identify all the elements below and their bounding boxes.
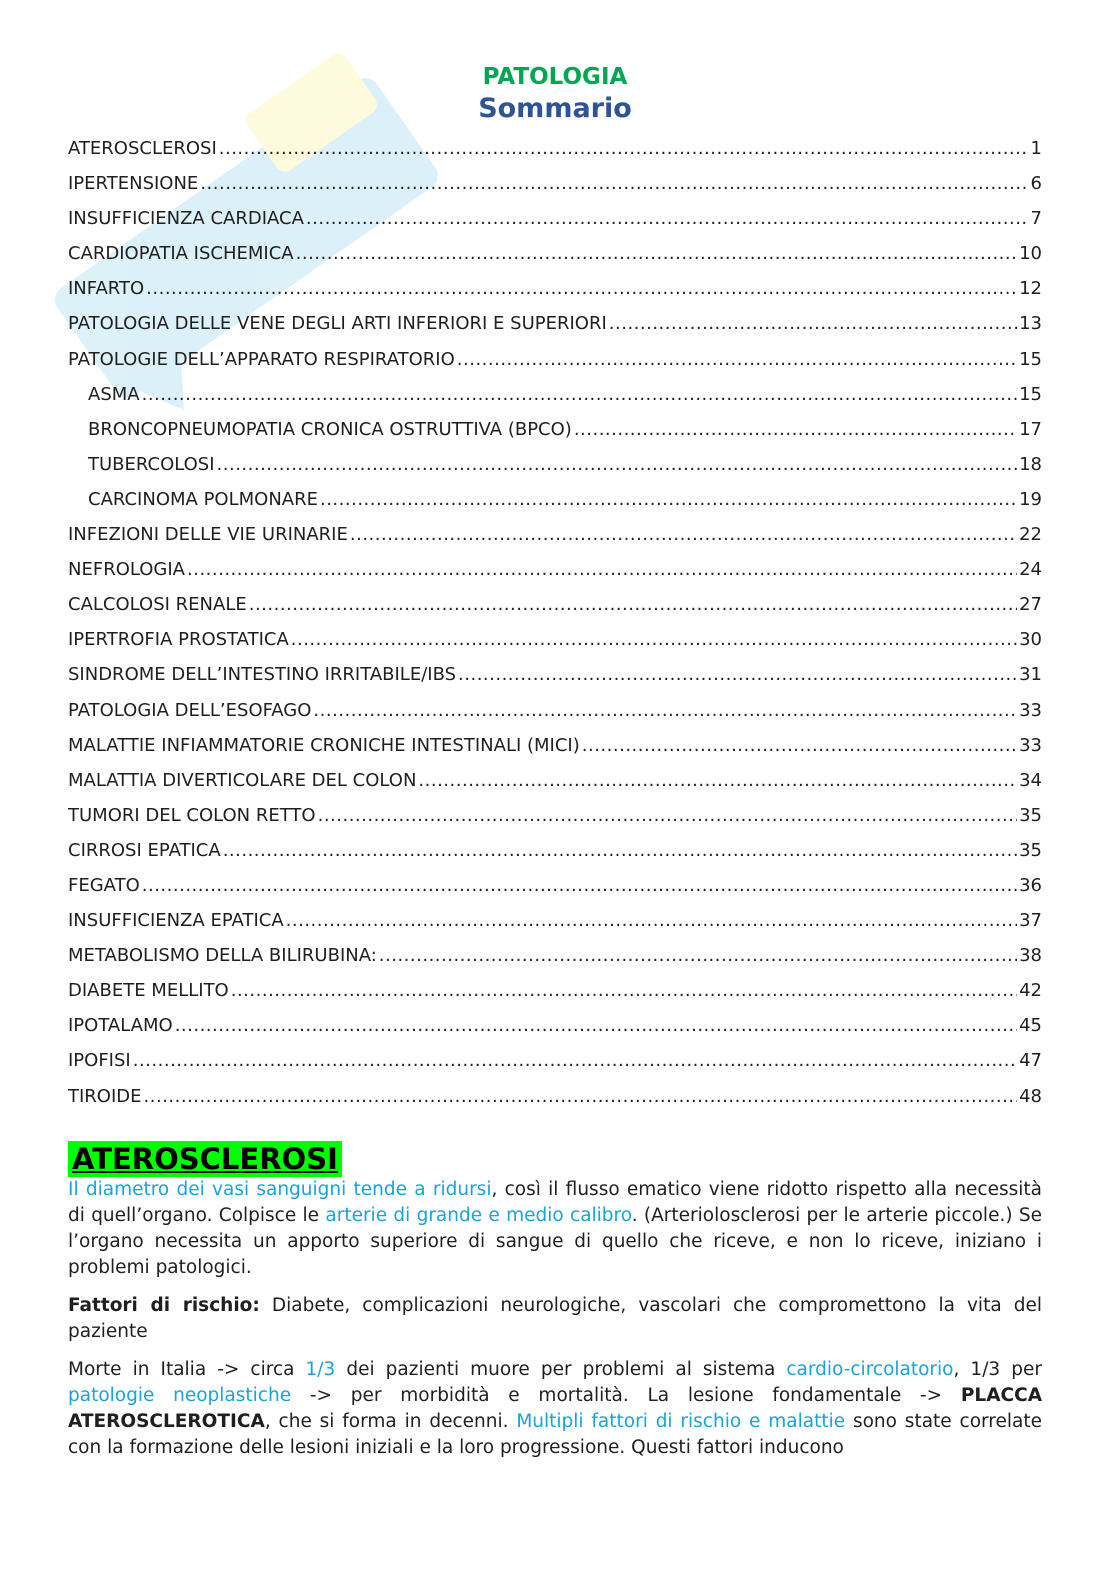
toc-dot-leader bbox=[418, 770, 1017, 791]
toc-entry-label: ASMA bbox=[88, 383, 140, 405]
toc-entry[interactable] bbox=[68, 735, 1042, 770]
paragraph-3: Morte in Italia -> circa 1/3 dei pazienti muore per problemi al sistema cardio-circolatorio, 1/3 per patologie neoplastiche -> per morbidità e mortalità. La lesione fondamentale -> PLACCA ATEROSCLEROTICA, che si forma in decenni. Multipli fattori di rischio e malattie sono state correlate con la formazione delle lesioni iniziali e la loro progressione. Questi fattori inducono bbox=[68, 1358, 1043, 1458]
highlight-text: Il diametro dei vasi sanguigni tende a ridursi bbox=[68, 1178, 492, 1200]
toc-dot-leader bbox=[609, 313, 1017, 334]
toc-entry-page: 13 bbox=[1019, 313, 1042, 335]
toc-entry[interactable] bbox=[68, 1050, 1042, 1085]
paragraph-1: Il diametro dei vasi sanguigni tende a ridursi, così il flusso ematico viene ridotto rispetto alla necessità di quell’organo. Colpisce le arterie di grande e medio calibro. (Arteriolosclerosi per le arterie piccole.) Se l’organo necessita un apporto superiore di sangue di quello che riceve, e non lo riceve, iniziano i problemi patologici. bbox=[68, 1178, 1042, 1278]
toc-entry-page: 48 bbox=[1019, 1085, 1042, 1107]
toc-entry-label: INSUFFICIENZA CARDIACA bbox=[68, 208, 304, 230]
toc-entry[interactable] bbox=[68, 910, 1042, 945]
toc-entry-label: TUBERCOLOSI bbox=[88, 453, 215, 475]
toc-dot-leader bbox=[144, 1086, 1018, 1107]
toc-entry-page: 22 bbox=[1019, 524, 1042, 546]
toc-entry[interactable] bbox=[68, 875, 1042, 910]
toc-dot-leader bbox=[350, 524, 1017, 545]
toc-entry[interactable] bbox=[68, 945, 1042, 980]
toc-entry-page: 19 bbox=[1019, 488, 1042, 510]
toc-heading: Sommario bbox=[478, 93, 632, 124]
toc-entry-label: PATOLOGIA DELL’ESOFAGO bbox=[68, 699, 312, 721]
toc-dot-leader bbox=[200, 173, 1028, 194]
toc-entry-label: INFARTO bbox=[68, 278, 145, 300]
toc-entry-label: IPOFISI bbox=[68, 1050, 131, 1072]
toc-entry-page: 36 bbox=[1019, 874, 1042, 896]
toc-entry-page: 24 bbox=[1019, 559, 1042, 581]
toc-dot-leader bbox=[142, 875, 1017, 896]
section-aterosclerosi bbox=[68, 1121, 1042, 1461]
toc-entry-page: 6 bbox=[1030, 173, 1042, 195]
toc-entry[interactable] bbox=[68, 173, 1042, 208]
toc-entry[interactable] bbox=[68, 384, 1042, 419]
toc-dot-leader bbox=[142, 384, 1018, 405]
toc-dot-leader bbox=[318, 805, 1018, 826]
toc-entry-page: 7 bbox=[1030, 208, 1042, 230]
toc-entry-label: CALCOLOSI RENALE bbox=[68, 594, 247, 616]
toc-entry[interactable] bbox=[68, 1015, 1042, 1050]
toc-entry[interactable] bbox=[68, 980, 1042, 1015]
toc-entry[interactable] bbox=[68, 419, 1042, 454]
toc-entry-label: MALATTIA DIVERTICOLARE DEL COLON bbox=[68, 769, 417, 791]
toc-dot-leader bbox=[217, 454, 1018, 475]
toc-entry-page: 15 bbox=[1019, 348, 1042, 370]
toc-entry-page: 12 bbox=[1019, 278, 1042, 300]
highlight-text: arterie di grande e medio calibro bbox=[325, 1204, 632, 1226]
toc-entry-label: CARCINOMA POLMONARE bbox=[88, 488, 318, 510]
toc-entry[interactable] bbox=[68, 138, 1042, 173]
toc-entry-page: 10 bbox=[1019, 243, 1042, 265]
toc-dot-leader bbox=[320, 489, 1017, 510]
toc-entry-page: 27 bbox=[1019, 594, 1042, 616]
toc-entry-label: IPERTENSIONE bbox=[68, 173, 199, 195]
toc-entry[interactable] bbox=[68, 559, 1042, 594]
highlight-text: patologie neoplastiche bbox=[68, 1384, 292, 1406]
toc-entry[interactable] bbox=[68, 208, 1042, 243]
toc-entry-label: INSUFFICIENZA EPATICA bbox=[68, 910, 284, 932]
toc-dot-leader bbox=[582, 735, 1017, 756]
toc-entry-label: DIABETE MELLITO bbox=[68, 980, 229, 1002]
toc-entry-label: TIROIDE bbox=[68, 1085, 142, 1107]
section-title: ATEROSCLEROSI bbox=[68, 1141, 342, 1177]
toc-dot-leader bbox=[146, 278, 1017, 299]
toc-dot-leader bbox=[223, 840, 1017, 861]
toc-dot-leader bbox=[286, 910, 1017, 931]
toc-entry-page: 33 bbox=[1019, 734, 1042, 756]
toc-entry-page: 15 bbox=[1019, 383, 1042, 405]
toc-entry[interactable] bbox=[68, 770, 1042, 805]
toc-dot-leader bbox=[187, 559, 1017, 580]
toc-entry-label: MALATTIE INFIAMMATORIE CRONICHE INTESTINALI (MICI) bbox=[68, 734, 580, 756]
toc-entry[interactable] bbox=[68, 489, 1042, 524]
paragraph-2: Fattori di rischio: Diabete, complicazioni neurologiche, vascolari che compromettono la vita del paziente bbox=[68, 1294, 1042, 1342]
toc-dot-leader bbox=[133, 1050, 1017, 1071]
toc-entry-page: 37 bbox=[1019, 910, 1042, 932]
toc-entry-label: IPERTROFIA PROSTATICA bbox=[68, 629, 289, 651]
toc-entry[interactable] bbox=[68, 629, 1042, 664]
toc-entry[interactable] bbox=[68, 278, 1042, 313]
highlight-text: Multipli fattori di rischio e malattie bbox=[516, 1410, 846, 1432]
toc-entry-page: 47 bbox=[1019, 1050, 1042, 1072]
toc-entry[interactable] bbox=[68, 700, 1042, 735]
toc-dot-leader bbox=[291, 629, 1017, 650]
document-page bbox=[68, 62, 1042, 1473]
toc-entry-label: METABOLISMO DELLA BILIRUBINA: bbox=[68, 945, 377, 967]
table-of-contents bbox=[68, 138, 1042, 1121]
toc-entry[interactable] bbox=[68, 313, 1042, 348]
toc-entry[interactable] bbox=[68, 805, 1042, 840]
toc-entry-page: 17 bbox=[1019, 418, 1042, 440]
toc-entry-label: TUMORI DEL COLON RETTO bbox=[68, 804, 316, 826]
toc-entry[interactable] bbox=[68, 1086, 1042, 1121]
toc-entry-label: IPOTALAMO bbox=[68, 1015, 173, 1037]
toc-entry-page: 31 bbox=[1019, 664, 1042, 686]
toc-entry[interactable] bbox=[68, 454, 1042, 489]
toc-dot-leader bbox=[457, 349, 1017, 370]
toc-dot-leader bbox=[231, 980, 1017, 1001]
toc-entry[interactable] bbox=[68, 594, 1042, 629]
highlight-text: cardio-circolatorio bbox=[786, 1358, 954, 1380]
toc-entry-label: NEFROLOGIA bbox=[68, 559, 185, 581]
bold-term: PLACCA ATEROSCLEROTICA bbox=[68, 1384, 1043, 1432]
toc-entry[interactable] bbox=[68, 524, 1042, 559]
toc-entry-page: 34 bbox=[1019, 769, 1042, 791]
document-title: PATOLOGIA bbox=[482, 64, 628, 90]
toc-entry-label: PATOLOGIE DELL’APPARATO RESPIRATORIO bbox=[68, 348, 455, 370]
toc-entry-label: FEGATO bbox=[68, 874, 140, 896]
toc-entry-page: 33 bbox=[1019, 699, 1042, 721]
toc-entry-page: 38 bbox=[1019, 945, 1042, 967]
toc-entry-page: 18 bbox=[1019, 453, 1042, 475]
toc-entry-page: 1 bbox=[1030, 138, 1042, 159]
toc-dot-leader bbox=[175, 1015, 1017, 1036]
toc-dot-leader bbox=[306, 208, 1029, 229]
highlight-text: 1/3 bbox=[305, 1358, 336, 1380]
toc-entry-page: 45 bbox=[1019, 1015, 1042, 1037]
bold-label: Fattori di rischio: bbox=[68, 1294, 260, 1316]
toc-entry[interactable] bbox=[68, 664, 1042, 699]
toc-dot-leader bbox=[458, 664, 1017, 685]
toc-dot-leader bbox=[249, 594, 1017, 615]
toc-dot-leader bbox=[313, 700, 1017, 721]
toc-dot-leader bbox=[379, 945, 1017, 966]
toc-entry-page: 42 bbox=[1019, 980, 1042, 1002]
toc-entry-label: BRONCOPNEUMOPATIA CRONICA OSTRUTTIVA (BPCO) bbox=[88, 418, 572, 440]
toc-entry[interactable] bbox=[68, 243, 1042, 278]
toc-entry-label: CIRROSI EPATICA bbox=[68, 839, 221, 861]
toc-dot-leader bbox=[296, 243, 1017, 264]
toc-entry-page: 35 bbox=[1019, 804, 1042, 826]
toc-entry-label: PATOLOGIA DELLE VENE DEGLI ARTI INFERIORI E SUPERIORI bbox=[68, 313, 607, 335]
toc-entry-label: ATEROSCLEROSI bbox=[68, 138, 217, 159]
toc-entry-label: INFEZIONI DELLE VIE URINARIE bbox=[68, 524, 348, 546]
toc-entry-label: SINDROME DELL’INTESTINO IRRITABILE/IBS bbox=[68, 664, 457, 686]
toc-entry[interactable] bbox=[68, 349, 1042, 384]
toc-entry-page: 30 bbox=[1019, 629, 1042, 651]
toc-entry-label: CARDIOPATIA ISCHEMICA bbox=[68, 243, 294, 265]
toc-entry[interactable] bbox=[68, 840, 1042, 875]
toc-dot-leader bbox=[574, 419, 1017, 440]
toc-dot-leader bbox=[219, 138, 1029, 159]
toc-entry-page: 35 bbox=[1019, 839, 1042, 861]
